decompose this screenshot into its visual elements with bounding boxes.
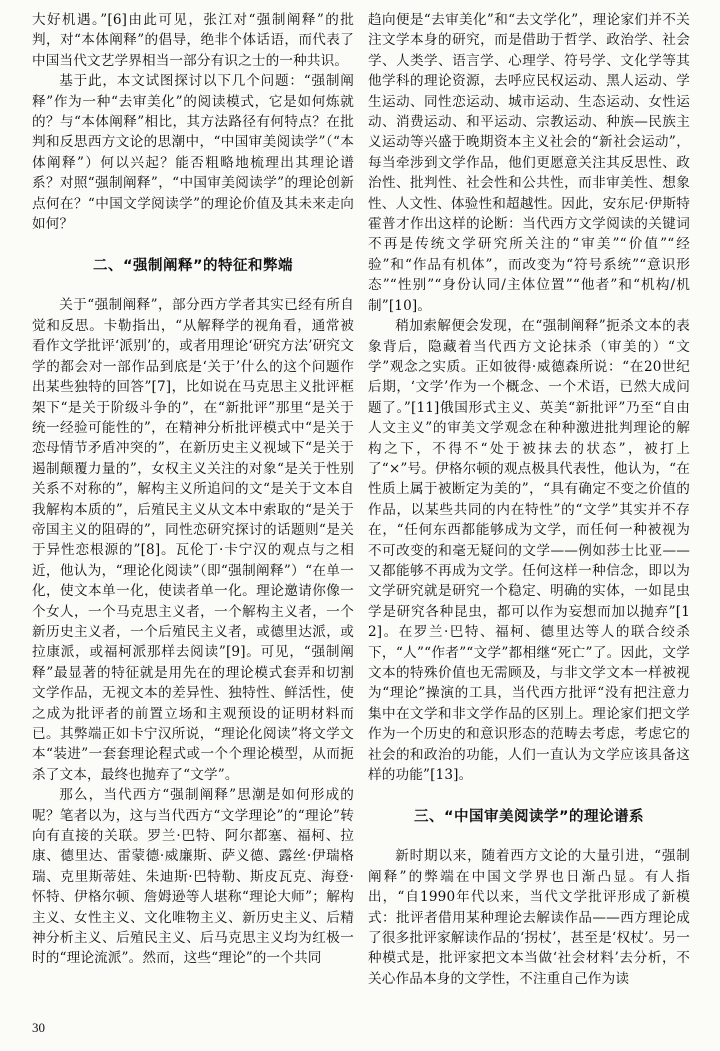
paragraph-theory-turn: 那么，当代西方“强制阐释”思潮是如何形成的呢？笔者以为，这与当代西方“文学理论”的“理论”转向有直接的关联。罗兰·巴特、阿尔都塞、福柯、拉康、德里达、雷蒙德·威廉斯、萨义德、露丝·伊瑞格瑞、克里斯蒂娃、朱迪斯·巴特勒、斯皮瓦克、海登·怀特、伊格尔顿、詹姆逊等人堪称“理论大师”；解构主义、女性主义、文化唯物主义、新历史主义、后精神分析主义、后殖民主义、后马克思主义均为红极一时的“理论流派”。然而，这些“理论”的一个共同 xyxy=(32,787,354,967)
section-heading-3: 三、“中国审美阅读学”的理论谱系 xyxy=(413,809,645,826)
paragraph-western-reflection: 关于“强制阐释”，部分西方学者其实已经有所自觉和反思。卡勒指出，“从解释学的视角看，通常被看作文学批评‘派别’的，或者用理论‘研究方法’研究文学的都会对一部作品到底是‘关于’什么的这个问题作出某些独特的回答”[7]，比如说在马克思主义批评框架下“是关于阶级斗争的”，在“新批评”那里“是关于统一经验可能性的”，在精神分析批评模式中“是关于恋母情节矛盾冲突的”，在新历史主义视域下“是关于遏制颠覆力量的”，女权主义关注的对象“是关于性别关系不对称的”，解构主义所追问的文“是关于文本自我解构本质的”，后殖民主义从文本中索取的“是关于帝国主义的阻碍的”，同性恋研究探讨的话题则“是关于异性恋根源的”[8]。瓦伦丁·卡宁汉的观点与之相近，他认为，“理论化阅读”（即“强制阐释”）“在单一化，使文本单一化，使读者单一化。理论邀请你像一个女人，一个马克思主义者，一个解构主义者，一个新历史主义者，一个后殖民主义者，或德里达派，或拉康派，或福柯派那样去阅读”[9]。可见，“强制阐释”最显著的特征就是用先在的理论模式套弄和切割文学作品，无视文本的差异性、独特性、鲜活性，使之成为批评者的前置立场和主观预设的证明材料而已。其弊端正如卡宁汉所说，“理论化阅读”将文学文本“装进”一套套理论程式或一个个理论模型，从而扼杀了文本，最终也抛弃了“文学”。 xyxy=(32,297,354,783)
left-column xyxy=(32,10,354,969)
paragraph-continuation: 大好机遇。”[6]由此可见，张江对“强制阐释”的批判，对“本体阐释”的倡导，绝非个体话语，而代表了中国当代文艺学界相当一部分有识之士的一种共识。 xyxy=(32,12,354,69)
right-column xyxy=(368,10,690,989)
paragraph-literature-concept: 稍加索解便会发现，在“强制阐释”扼杀文本的表象背后，隐藏着当代西方文论抹杀（审美的）“文学”观念之实质。正如彼得·威德森所说：“在20世纪后期，‘文学’作为一个概念、一个术语，已然大成问题了。”[11]俄国形式主义、英美“新批评”乃至“自由人文主义”的审美文学观念在种种激进批判理论的解构之下，不得不“处于被抹去的状态”，被打上了“×”号。伊格尔顿的观点极具代表性，他认为，“在性质上属于被断定为美的”，“具有确定不变之价值的作品，以某些共同的内在特性”的“文学”其实并不存在，“任何东西都能够成为文学，而任何一种被视为不可改变的和毫无疑问的文学——例如莎士比亚——又都能够不再成为文学。任何这样一种信念，即以为文学研究就是研究一个稳定、明确的实体，一如昆虫学是研究各种昆虫，都可以作为妄想而加以抛弃”[12]。在罗兰·巴特、福柯、德里达等人的联合绞杀下，“人”“作者”“文学”都相继“死亡”了。因此，文学文本的特殊价值也无需顾及，与非文学文本一样被视为“理论”操演的工具，当代西方批评“没有把注意力集中在文学和非文学作品的区别上。理论家们把文学作为一个历史的和意识形态的范畴去考虑，考虑它的社会的和政治的功能，人们一直认为文学应该具备这样的功能”[13]。 xyxy=(368,318,690,784)
section-heading-2: 二、“强制阐释”的特征和弊端 xyxy=(92,258,294,275)
page-number: 30 xyxy=(32,1020,45,1035)
paragraph-continuation-right: 趋向便是“去审美化”和“去文学化”，理论家们并不关注文学本身的研究，而是借助于哲学、政治学、社会学、人类学、语言学、心理学、符号学、文化学等其他学科的理论资源，去呼应民权运动、黑人运动、学生运动、同性恋运动、城市运动、生态运动、女性运动、消费运动、和平运动、宗教运动、种族—民族主义运动等兴盛于晚期资本主义社会的“新社会运动”，每当牵涉到文学作品，他们更愿意关注其反思性、政治性、批判性、社会性和公共性，而非审美性、想象性、人文性、体验性和超越性。因此，安东尼·伊斯特霍普才作出这样的论断：当代西方文学阅读的关键词不再是传统文学研究所关注的“审美”“价值”“经验”和“作品有机体”，而改变为“符号系统”“意识形态”“性别”“身份认同/主体位置”“他者”和“机构/机制”[10]。 xyxy=(368,12,690,314)
paragraph-new-era: 新时期以来，随着西方文论的大量引进，“强制阐释”的弊端在中国文学界也日渐凸显。有人指出，“自1990年代以来，当代文学批评形成了新模式：批评者借用某种理论去解读作品——西方理论成了很多批评家解读作品的‘拐杖’，甚至是‘权杖’。另一种模式是，批评家把文本当做‘社会材料’去分析，不关心作品本身的文学性，不注重自己作为读 xyxy=(368,848,690,987)
paragraph-research-questions: 基于此，本文试图探讨以下几个问题：“强制阐释”作为一种“去审美化”的阅读模式，它是如何炼就的？与“本体阐释”相比，其方法路径有何特点？在批判和反思西方文论的思潮中，“中国审美阅读学”（“本体阐释”）何以兴起？能否粗略地梳理出其理论谱系？对照“强制阐释”，“中国审美阅读学”的理论创新点何在？“中国文学阅读学”的理论价值及其未来走向如何？ xyxy=(32,73,354,233)
